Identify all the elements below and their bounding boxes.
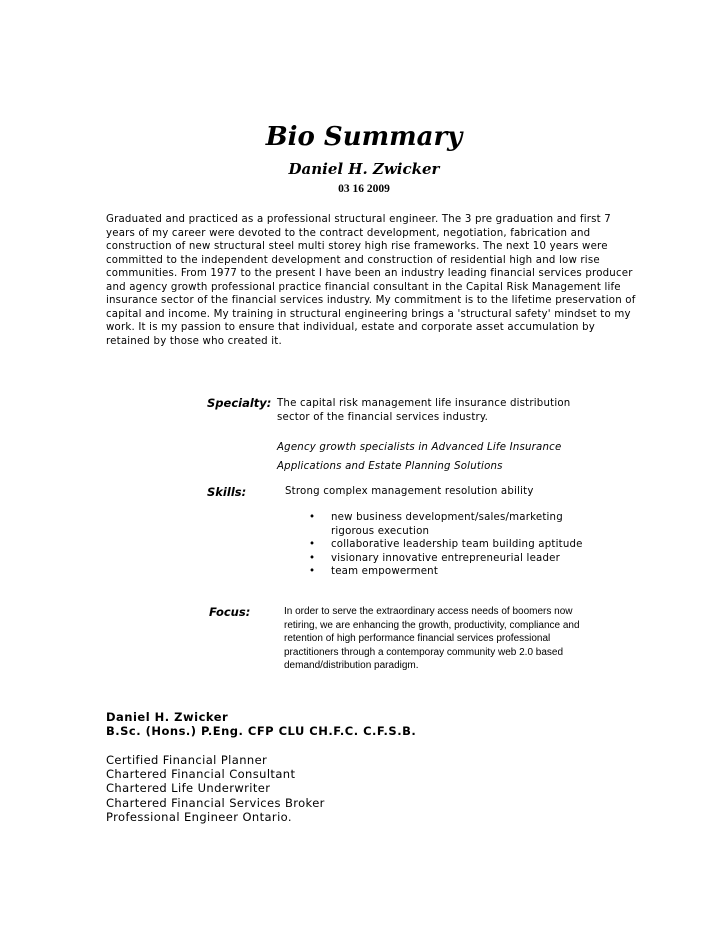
list-item [309, 552, 609, 566]
skill-text: collaborative leadership team building aptitude [331, 539, 583, 550]
skill-text: team empowerment [331, 566, 439, 577]
list-item: Professional Engineer Ontario. [106, 809, 292, 824]
bullet-icon: • [309, 539, 316, 550]
skill-text: new business development/sales/marketing rigorous execution [331, 512, 563, 537]
bio-paragraph: Graduated and practiced as a professional structural engineer. The 3 pre graduation and first 7 years of my career were devoted to the contract development, negotiation, fabrication and construction of new structural steel multi storey high rise frameworks. The next 10 years were committed to the independent development and construction of residential high and low rise communities. From 1977 to the present I have been an industry leading financial services producer and agency growth professional practice financial consultant in the Capital Risk Management life insurance sector of the financial services industry. My commitment is to the lifetime preservation of capital and income. My training in structural engineering brings a 'structural safety' mindset to my work. It is my passion to ensure that individual, estate and corporate asset accumulation by retained by those who created it. [106, 214, 636, 347]
list-item: Chartered Financial Consultant [106, 767, 296, 782]
bullet-icon: • [309, 512, 316, 523]
list-item [309, 538, 609, 552]
skills-text: Strong complex management resolution ability [285, 486, 534, 497]
signature-credentials: B.Sc. (Hons.) P.Eng. CFP CLU CH.F.C. C.F.S.B. [106, 724, 417, 738]
skills-label: Skills: [207, 485, 247, 499]
header-name: Daniel H. Zwicker [288, 160, 440, 178]
focus-text: In order to serve the extraordinary access needs of boomers now retiring, we are enhancing the growth, productivity, compliance and retention of high performance financial services professional practitioners through a contemporay community web 2.0 based demand/distribution paradigm. [284, 606, 580, 671]
list-item [309, 511, 609, 538]
list-item: Chartered Financial Services Broker [106, 795, 325, 810]
designations-list [106, 753, 325, 824]
list-item [309, 565, 609, 579]
focus-label: Focus: [209, 605, 251, 619]
bullet-icon: • [309, 566, 316, 577]
specialty-label: Specialty: [207, 396, 272, 410]
skills-list [309, 511, 609, 579]
signature-name: Daniel H. Zwicker [106, 710, 229, 724]
list-item: Chartered Life Underwriter [106, 781, 271, 796]
header-date: 03 16 2009 [338, 183, 390, 195]
bullet-icon: • [309, 552, 316, 564]
specialty-text: The capital risk management life insurance distribution sector of the financial services industry. [277, 398, 571, 423]
page-title: Bio Summary [265, 122, 463, 152]
list-item: Certified Financial Planner [106, 753, 268, 767]
agency-text: Agency growth specialists in Advanced Life Insurance Applications and Estate Planning Solutions [277, 442, 562, 472]
skill-text: visionary innovative entrepreneurial leader [331, 552, 561, 564]
